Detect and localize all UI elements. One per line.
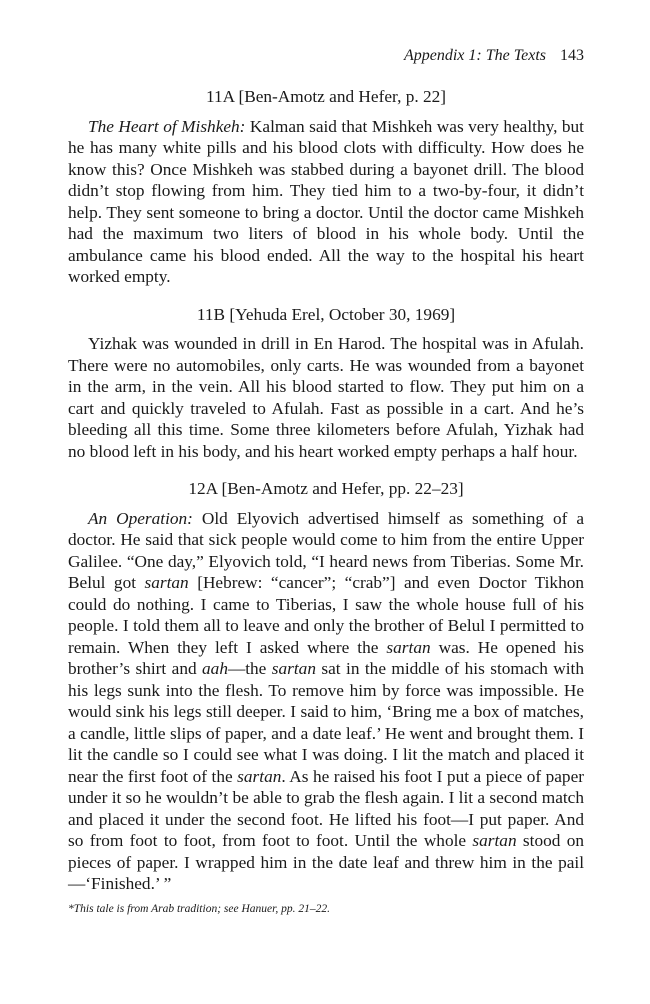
section-heading-11a: 11A [Ben-Amotz and Hefer, p. 22] bbox=[205, 87, 447, 106]
lead-an-operation: An Operation: bbox=[88, 508, 193, 528]
running-head bbox=[404, 46, 584, 66]
section-heading-12a: 12A [Ben-Amotz and Hefer, pp. 22–23] bbox=[188, 479, 464, 498]
text-run: . As he raised his foot I put a piece of paper under it so he wouldn’t be able to grab the flesh again. I lit a second match and placed it under the second foot. He lifted his foot—I put paper. And so from foot to foot, from foot to foot. Until the whole bbox=[68, 766, 584, 850]
text-run: —the bbox=[227, 659, 272, 678]
page-body bbox=[68, 86, 584, 916]
footnote: *This tale is from Arab tradition; see Hanuer, pp. 21–22. bbox=[68, 902, 330, 915]
running-head-title: Appendix 1: The Texts bbox=[403, 47, 546, 64]
paragraph-11a bbox=[68, 116, 584, 288]
italic-term: aah bbox=[202, 659, 228, 678]
text-run: was. He opened his brother’s shirt and bbox=[68, 637, 584, 678]
paragraph-11b-body: Yizhak was wounded in drill in En Harod. The hospital was in Afulah. There were no automobiles, only carts. He was wounded from a bayonet in the arm, in the vein. All his blood started to flow. They put him on a cart and quickly traveled to Afulah. Fast as possible in a cart. And he’s bleeding all this time. Some three kilometers before Afulah, Yizhak had no blood left in his body, and his heart worked empty perhaps a half hour. bbox=[68, 334, 584, 461]
italic-term: sartan bbox=[386, 637, 431, 657]
text-run: sat in the middle of his stomach with his legs sunk into the flesh. To remove him by force was impossible. He would sink his legs still deeper. I said to him, ‘Bring me a box of matches, a candle, little slips of paper, and a date leaf.’ He went and brought them. I lit the candle so I could see what I was doing. I lit the match and placed it near the first foot of the bbox=[68, 659, 584, 786]
text-run: [Hebrew: “cancer”; “crab”] and even Doctor Tikhon could do nothing. I came to Tiberias, I saw the whole house full of his people. I told them all to leave and only the brother of Belul I permitted to remain. When they left I asked where the bbox=[68, 573, 584, 657]
page-number: 143 bbox=[560, 47, 584, 64]
italic-term: sartan bbox=[237, 766, 282, 786]
section-heading-11b: 11B [Yehuda Erel, October 30, 1969] bbox=[196, 304, 456, 324]
paragraph-11b bbox=[68, 333, 584, 462]
text-run: Old Elyovich advertised himself as something of a doctor. He said that sick people would come to him from the entire Upper Galilee. “One day,” Elyovich told, “I heard news from Tiberias. Some Mr. Belul got bbox=[68, 508, 584, 592]
paragraph-11a-body: Kalman said that Mishkeh was very healthy, but he has many white pills and his blood clots with difficulty. How does he know this? Once Mishkeh was stabbed during a bayonet drill. The blood didn’t stop flowing from him. They tied him to a two-by-four, it didn’t help. They sent someone to bring a doctor. Until the doctor came Mishkeh had the maximum two liters of blood in his whole body. Until the ambulance came his blood ended. All the way to the hospital his heart worked empty. bbox=[68, 116, 584, 286]
italic-term: sartan bbox=[472, 831, 517, 850]
italic-term: sartan bbox=[144, 573, 189, 592]
lead-heart-of-mishkeh: The Heart of Mishkeh: bbox=[88, 116, 246, 136]
text-run: stood on pieces of paper. I wrapped him in the date leaf and threw him in the pail—‘Finished.’ ” bbox=[68, 831, 585, 893]
paragraph-12a bbox=[68, 508, 584, 895]
italic-term: sartan bbox=[271, 659, 316, 678]
